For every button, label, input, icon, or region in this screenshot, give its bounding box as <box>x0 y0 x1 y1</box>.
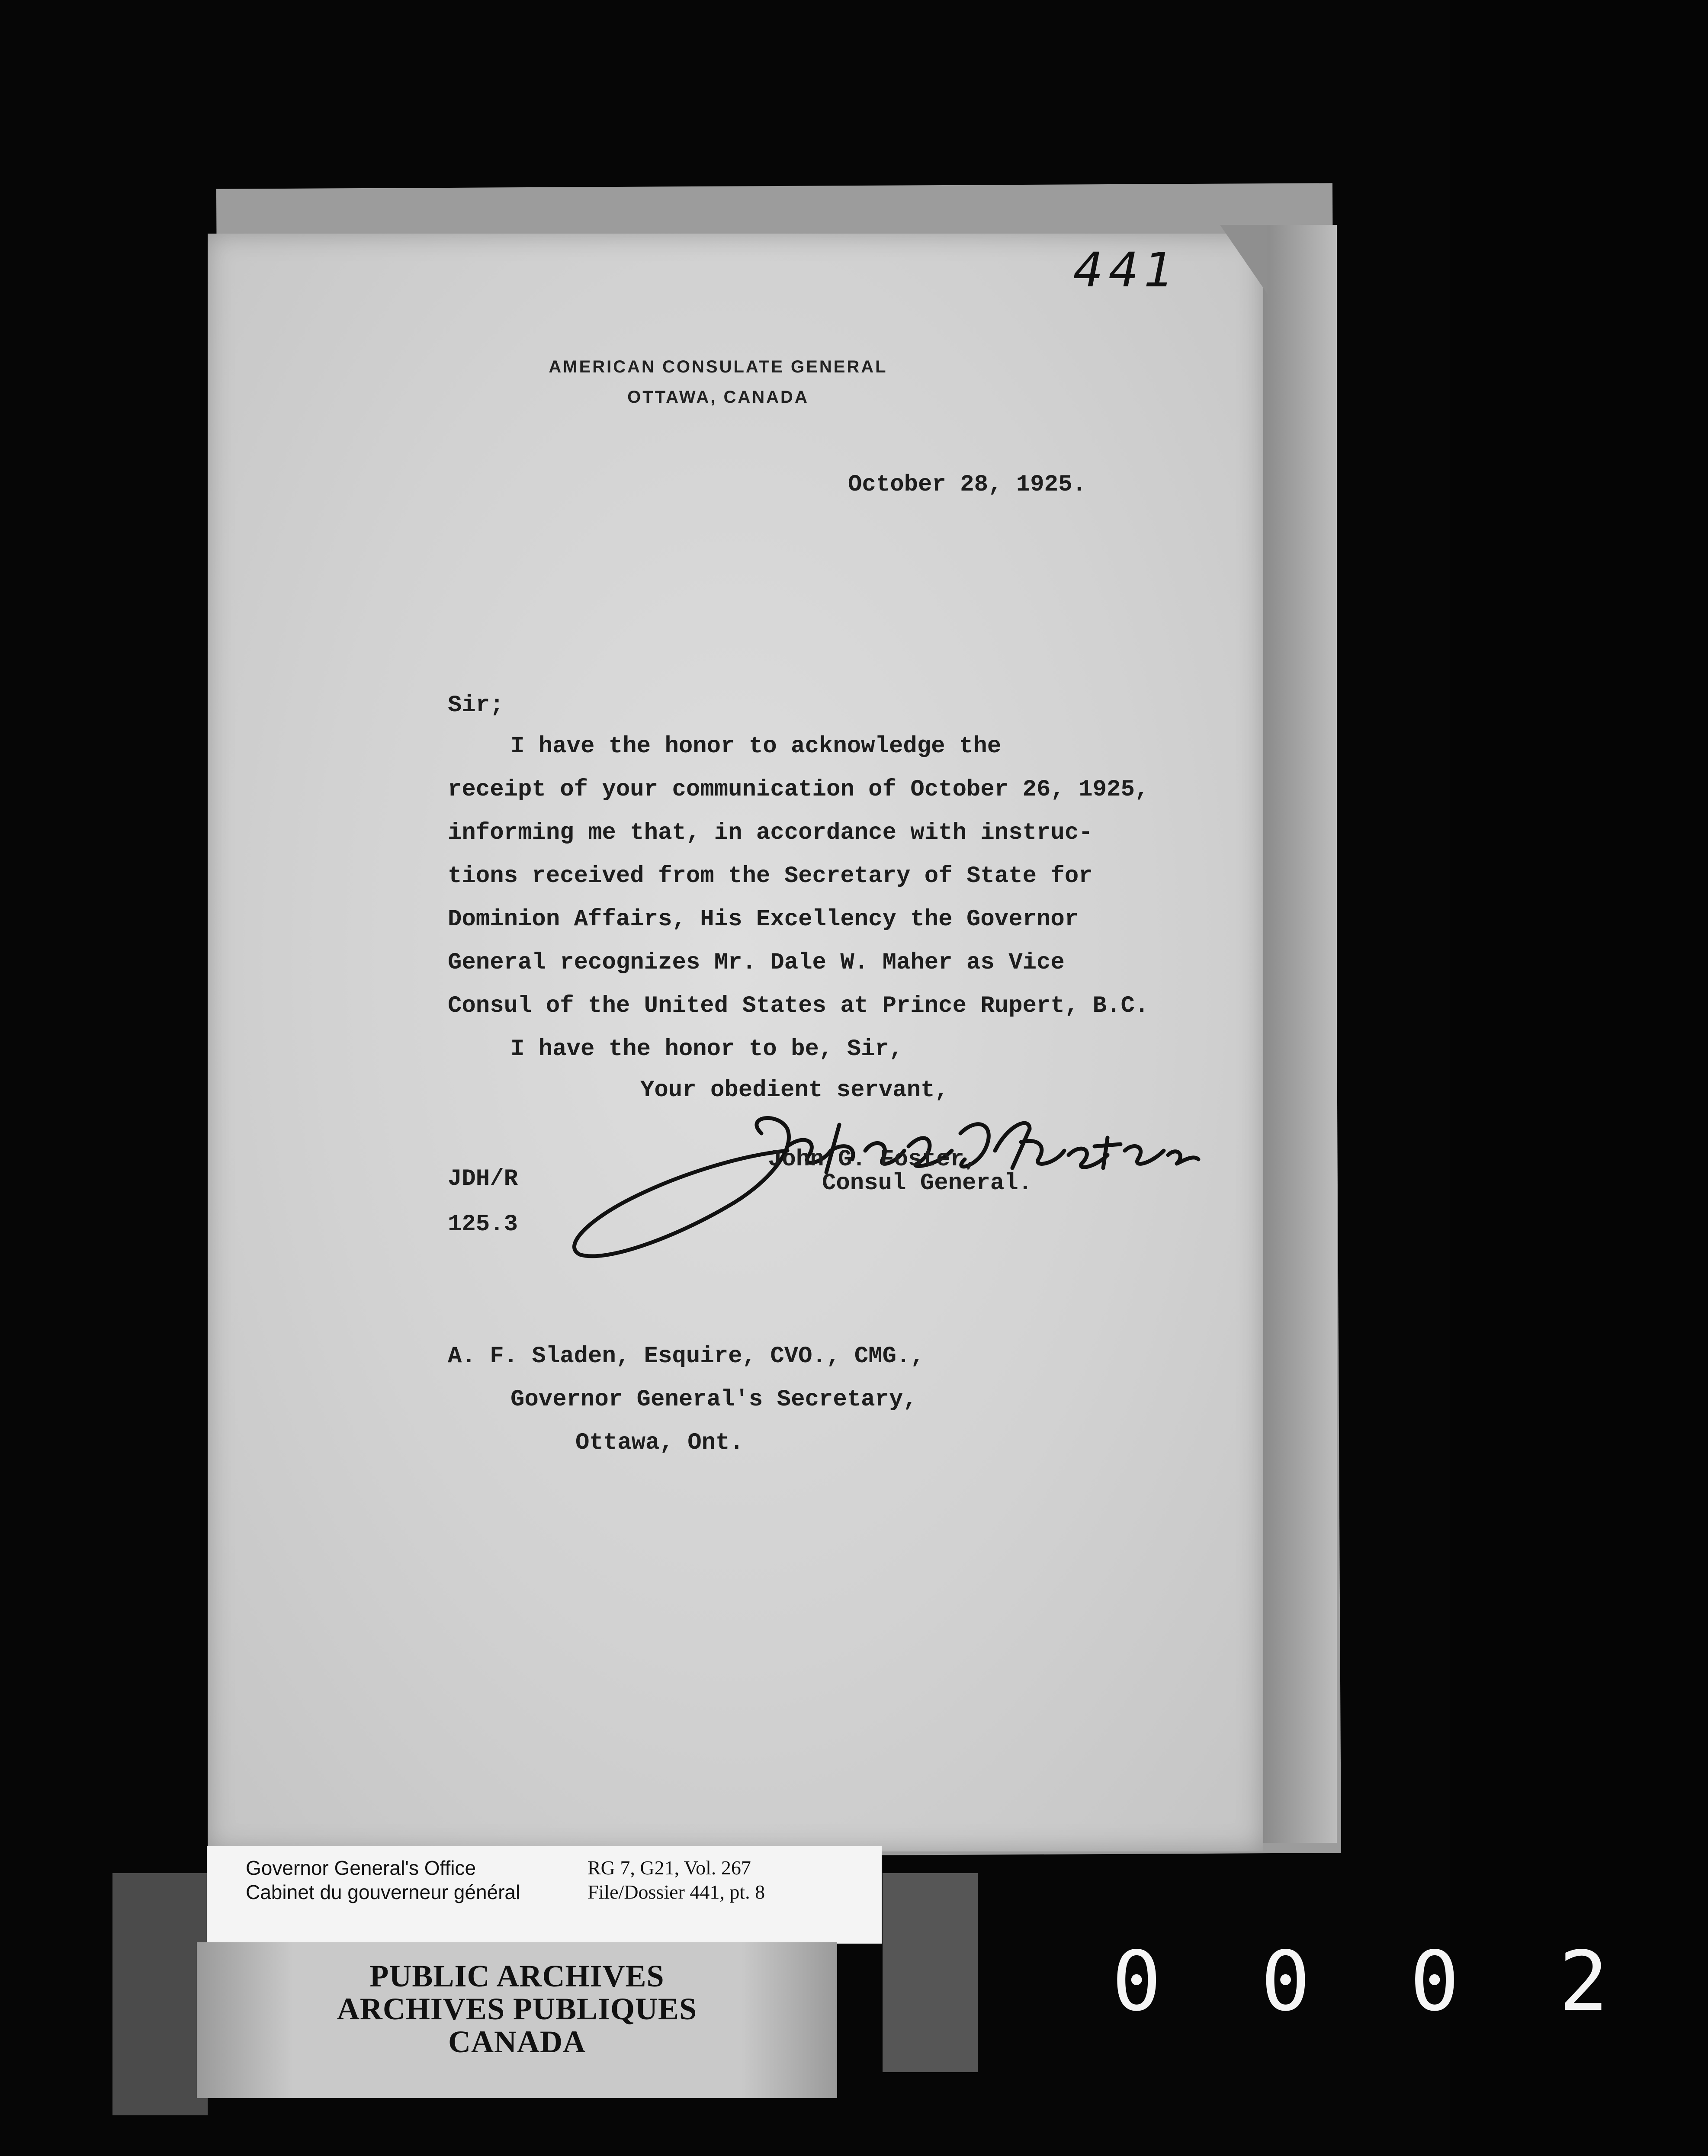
letter-date: October 28, 1925. <box>848 472 1086 498</box>
frame-counter: 0002 <box>1112 1934 1708 2029</box>
addressee-line-1: A. F. Sladen, Esquire, CVO., CMG., <box>448 1343 925 1370</box>
department-english: Governor General's Office <box>246 1857 476 1879</box>
signatory-title: Consul General. <box>822 1170 1033 1197</box>
back-sheet-edge <box>1263 225 1337 1843</box>
stamp-line-1: PUBLIC ARCHIVES <box>369 1959 665 1993</box>
archive-label <box>207 1846 882 1944</box>
body-line-5: Dominion Affairs, His Excellency the Governor <box>448 906 1079 933</box>
body-line-3: informing me that, in accordance with instruc- <box>448 820 1093 846</box>
reference-number: 125.3 <box>448 1211 518 1238</box>
archive-label-department <box>246 1856 520 1904</box>
archive-stamp <box>197 1942 837 2098</box>
record-group: RG 7, G21, Vol. 267 <box>588 1857 751 1879</box>
reference-initials: JDH/R <box>448 1166 518 1192</box>
body-line-2: receipt of your communication of October 26, 1925, <box>448 776 1149 803</box>
stamp-line-3: CANADA <box>448 2024 586 2059</box>
folded-corner <box>1220 225 1268 294</box>
body-line-1: I have the honor to acknowledge the <box>510 733 1002 760</box>
salutation: Sir; <box>448 692 504 719</box>
letterhead-line-2: OTTAWA, CANADA <box>627 388 809 407</box>
department-french: Cabinet du gouverneur général <box>246 1881 520 1903</box>
archive-label-reference <box>588 1856 765 1904</box>
body-line-7: Consul of the United States at Prince Rupert, B.C. <box>448 993 1149 1019</box>
addressee-line-2: Governor General's Secretary, <box>510 1386 917 1413</box>
film-shadow-right <box>883 1873 978 2072</box>
file-dossier: File/Dossier 441, pt. 8 <box>588 1881 765 1903</box>
signatory-name: John G. Foster, <box>768 1146 979 1173</box>
closing-line-2: Your obedient servant, <box>640 1077 949 1104</box>
addressee-line-3: Ottawa, Ont. <box>575 1430 744 1456</box>
stamp-line-2: ARCHIVES PUBLIQUES <box>337 1992 697 2026</box>
closing-line-1: I have the honor to be, Sir, <box>510 1036 903 1062</box>
folio-number: 441 <box>1073 242 1179 298</box>
body-line-4: tions received from the Secretary of State for <box>448 863 1093 889</box>
body-line-6: General recognizes Mr. Dale W. Maher as Vice <box>448 950 1065 976</box>
film-shadow-left <box>112 1873 208 2115</box>
letterhead-line-1: AMERICAN CONSULATE GENERAL <box>549 357 888 376</box>
archive-stamp-text <box>197 1960 837 2058</box>
